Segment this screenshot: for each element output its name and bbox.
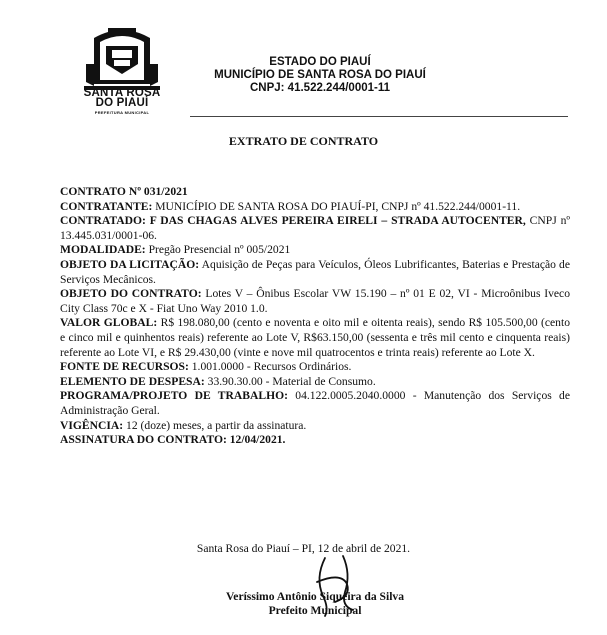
header-cnpj: CNPJ: 41.522.244/0001-11 (249, 82, 391, 94)
fonte-label: FONTE DE RECURSOS: (60, 360, 189, 374)
logo-line-2: DO PIAUÍ (95, 97, 149, 109)
signatory-name: Veríssimo Antônio Siqueira da Silva (225, 590, 405, 603)
assinatura-paragraph (60, 433, 570, 448)
programa-paragraph (60, 389, 570, 418)
vigencia-paragraph (60, 419, 570, 434)
modalidade-label: MODALIDADE: (60, 243, 146, 257)
place-and-date: Santa Rosa do Piauí – PI, 12 de abril de 2021. (196, 542, 411, 555)
signature-block (170, 590, 460, 618)
valor-value: R$ 198.080,00 (cento e noventa e oito mil e oitenta reais), sendo R$ 105.500,00 (cento e cinco mil e quinhentos reais) referente ao Lote V, R$63.150,00 (sessenta e três mil cento e cinquenta reais) referente ao Lote VI, e R$ 29.430,00 (vinte e nove mil quatrocentos e trinta reais) referente ao Lote X. (60, 316, 570, 359)
logo-subtitle: PREFEITURA MUNICIPAL (94, 110, 150, 115)
header-state: ESTADO DO PIAUÍ (269, 56, 371, 68)
logo-line-1: SANTA ROSA (83, 87, 161, 99)
objeto-licitacao-label: OBJETO DA LICITAÇÃO: (60, 257, 200, 271)
contract-number-label: CONTRATO Nº 031/2021 (60, 185, 188, 198)
elemento-label: ELEMENTO DE DESPESA: (60, 374, 205, 388)
programa-value: 04.122.0005.2040.0000 - Manutenção dos Serviços de Administração Geral. (60, 389, 570, 417)
contract-body (60, 185, 570, 448)
contract-number (60, 185, 570, 200)
objeto-contrato-paragraph (60, 287, 570, 316)
vigencia-label: VIGÊNCIA: (60, 418, 124, 432)
signatory-role: Prefeito Municipal (268, 604, 362, 617)
fonte-value: 1.001.0000 - Recursos Ordinários. (188, 360, 352, 374)
document-title: EXTRATO DE CONTRATO (228, 134, 379, 148)
fonte-paragraph (60, 360, 570, 375)
header-municipality: MUNICÍPIO DE SANTA ROSA DO PIAUÍ (214, 69, 426, 81)
contratado-value: CNPJ nº 13.445.031/0001-06. (60, 214, 570, 242)
contratante-paragraph (60, 200, 570, 215)
header-divider (190, 116, 568, 117)
vigencia-value: 12 (doze) meses, a partir da assinatura. (123, 418, 307, 432)
modalidade-value: Pregão Presencial nº 005/2021 (145, 243, 291, 257)
objeto-contrato-label: OBJETO DO CONTRATO: (60, 287, 202, 301)
document-header (190, 56, 450, 95)
valor-label: VALOR GLOBAL: (60, 316, 158, 330)
objeto-licitacao-value: Aquisição de Peças para Veículos, Óleos Lubrificantes, Baterias e Prestação de Serviços Mecânicos. (60, 257, 570, 286)
assinatura-label: ASSINATURA DO CONTRATO: 12/04/2021. (60, 433, 286, 447)
contratado-label: CONTRATADO: F DAS CHAGAS ALVES PEREIRA EIRELI – STRADA AUTOCENTER, (60, 214, 526, 228)
contratante-value: MUNICÍPIO DE SANTA ROSA DO PIAUÍ-PI, CNPJ nº 41.522.244/0001-11. (152, 199, 521, 213)
modalidade-paragraph (60, 243, 570, 258)
objeto-licitacao-paragraph (60, 258, 570, 287)
logo-wordmark (72, 88, 172, 108)
valor-paragraph (60, 316, 570, 360)
objeto-contrato-value: Lotes V – Ônibus Escolar VW 15.190 – nº 01 E 02, VI - Microônibus Iveco City Class 70c e X - Fiat Uno Way 2010 1.0. (60, 287, 570, 315)
programa-label: PROGRAMA/PROJETO DE TRABALHO: (60, 389, 288, 403)
contratado-paragraph (60, 214, 570, 243)
elemento-paragraph (60, 375, 570, 390)
contratante-label: CONTRATANTE: (60, 199, 153, 213)
elemento-value: 33.90.30.00 - Material de Consumo. (204, 374, 376, 388)
